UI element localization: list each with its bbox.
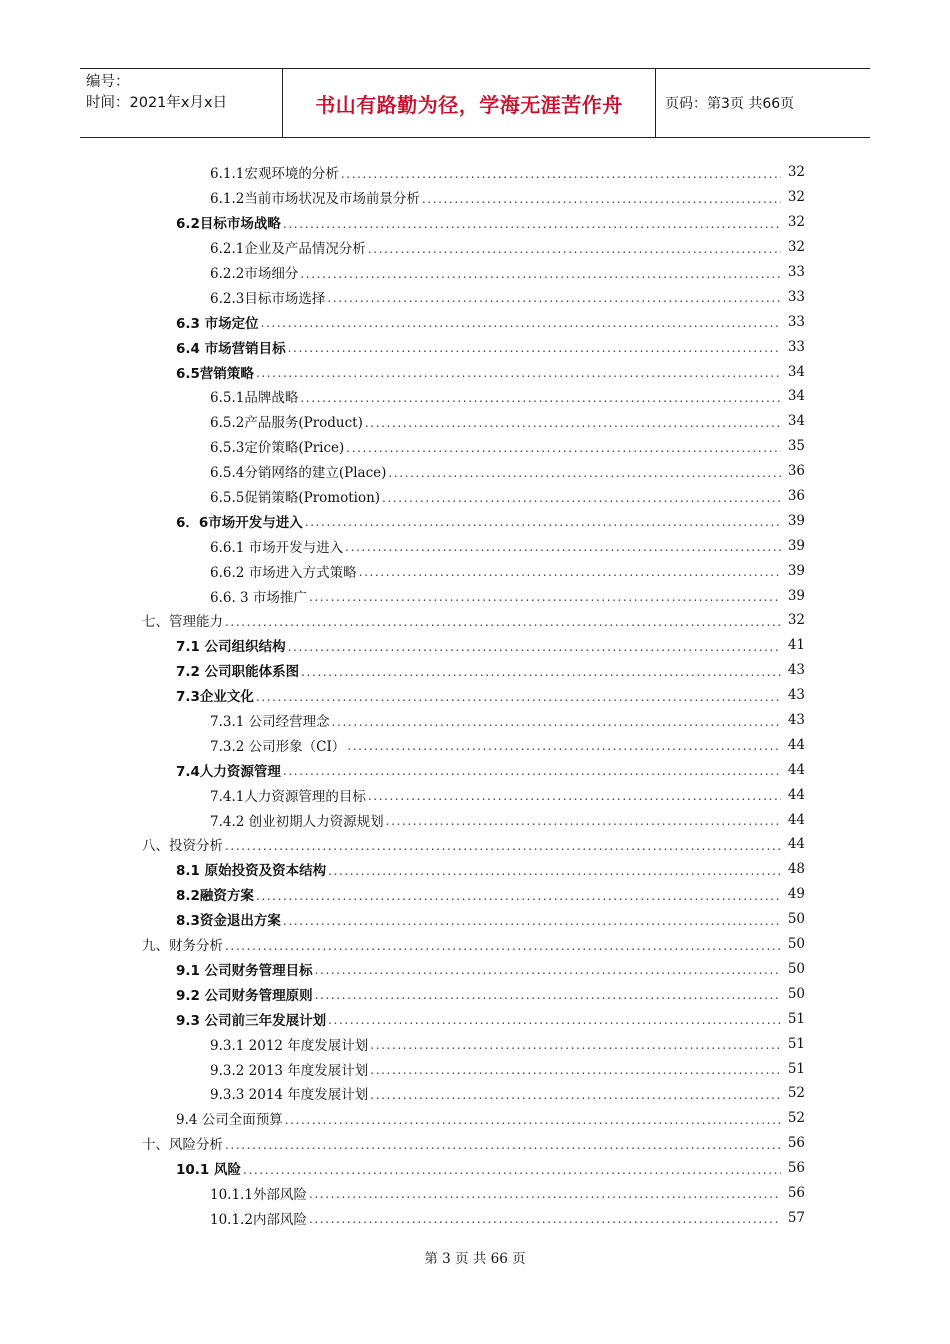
toc-entry-page: 56 bbox=[787, 1160, 805, 1177]
header-info bbox=[80, 69, 282, 137]
toc-dot-leader bbox=[370, 1038, 781, 1052]
toc-entry-title: 6．6市场开发与进入 bbox=[176, 514, 303, 531]
toc-entry-page: 57 bbox=[787, 1209, 805, 1226]
toc-entry-page: 32 bbox=[787, 239, 805, 256]
toc-entry-page: 44 bbox=[787, 736, 805, 753]
toc-dot-leader bbox=[359, 565, 781, 579]
toc-entry-title: 8.1 原始投资及资本结构 bbox=[176, 863, 327, 880]
toc-dot-leader bbox=[256, 366, 781, 380]
toc-entry-title: 10.1.1外部风险 bbox=[210, 1186, 307, 1203]
header-motto-cell bbox=[282, 69, 656, 137]
toc-entry-title: 6.2.3目标市场选择 bbox=[210, 290, 326, 307]
toc-dot-leader bbox=[327, 291, 781, 305]
toc-entry[interactable] bbox=[0, 1081, 805, 1106]
toc-entry-page: 51 bbox=[787, 1060, 805, 1077]
toc-dot-leader bbox=[370, 1088, 781, 1102]
toc-entry[interactable] bbox=[0, 1181, 805, 1206]
toc-entry-page: 33 bbox=[787, 264, 805, 280]
toc-entry-page: 43 bbox=[787, 687, 805, 704]
toc-entry[interactable] bbox=[0, 160, 805, 185]
toc-entry[interactable] bbox=[0, 981, 805, 1006]
table-of-contents bbox=[0, 160, 950, 1230]
toc-entry-page: 43 bbox=[787, 662, 805, 679]
page-header bbox=[80, 68, 870, 138]
document-number-label: 编号： bbox=[86, 74, 130, 90]
header-motto: 书山有路勤为径，学海无涯苦作舟 bbox=[315, 92, 623, 117]
toc-entry-title: 十、风险分析 bbox=[142, 1137, 223, 1154]
toc-dot-leader bbox=[283, 914, 781, 928]
toc-dot-leader bbox=[288, 640, 781, 654]
toc-entry-page: 32 bbox=[787, 164, 805, 181]
toc-entry-title: 8.2融资方案 bbox=[176, 888, 254, 905]
toc-dot-leader bbox=[315, 988, 781, 1002]
toc-entry[interactable] bbox=[0, 1156, 805, 1181]
toc-entry-title: 9.3.2 2013 年度发展计划 bbox=[210, 1062, 369, 1079]
toc-entry-title: 7.2 公司职能体系图 bbox=[176, 664, 300, 681]
toc-dot-leader bbox=[382, 491, 781, 505]
toc-dot-leader bbox=[345, 540, 781, 554]
toc-dot-leader bbox=[365, 416, 781, 430]
toc-dot-leader bbox=[370, 1063, 781, 1077]
toc-entry-page: 32 bbox=[787, 214, 805, 231]
toc-entry-title: 7.4.2 创业初期人力资源规划 bbox=[210, 813, 384, 830]
toc-entry-title: 9.3.3 2014 年度发展计划 bbox=[210, 1087, 369, 1104]
toc-entry[interactable] bbox=[0, 334, 805, 359]
toc-entry-title: 7.4.1人力资源管理的目标 bbox=[210, 788, 366, 805]
toc-entry-title: 6.4 市场营销目标 bbox=[176, 340, 286, 357]
toc-entry-title: 6.5.4分销网络的建立(Place) bbox=[210, 465, 387, 482]
toc-dot-leader bbox=[225, 839, 781, 853]
toc-entry-title: 九、财务分析 bbox=[142, 938, 223, 955]
toc-entry-page: 34 bbox=[787, 363, 805, 380]
toc-entry-page: 39 bbox=[787, 512, 805, 529]
toc-entry[interactable] bbox=[0, 907, 805, 932]
toc-entry-page: 39 bbox=[787, 587, 805, 604]
toc-entry-page: 41 bbox=[787, 637, 805, 654]
toc-entry-title: 七、管理能力 bbox=[142, 614, 223, 631]
toc-entry[interactable] bbox=[0, 235, 805, 260]
toc-entry-page: 51 bbox=[787, 1035, 805, 1052]
toc-dot-leader bbox=[300, 391, 781, 405]
toc-entry-title: 八、投资分析 bbox=[142, 838, 223, 855]
toc-dot-leader bbox=[309, 1212, 781, 1226]
toc-dot-leader bbox=[388, 466, 781, 480]
toc-dot-leader bbox=[328, 1013, 781, 1027]
toc-entry-title: 6.5.5促销策略(Promotion) bbox=[210, 490, 381, 507]
toc-entry-page: 32 bbox=[787, 189, 805, 206]
toc-dot-leader bbox=[283, 217, 781, 231]
toc-entry-title: 7.3企业文化 bbox=[176, 689, 254, 706]
toc-entry[interactable] bbox=[0, 185, 805, 210]
toc-dot-leader bbox=[346, 441, 781, 455]
toc-dot-leader bbox=[305, 515, 781, 529]
toc-entry-title: 9.3.1 2012 年度发展计划 bbox=[210, 1037, 369, 1054]
toc-dot-leader bbox=[225, 1138, 781, 1152]
toc-entry[interactable] bbox=[0, 1056, 805, 1081]
toc-dot-leader bbox=[315, 963, 781, 977]
toc-entry-page: 52 bbox=[787, 1110, 805, 1127]
toc-entry-page: 44 bbox=[787, 786, 805, 803]
toc-dot-leader bbox=[285, 1113, 781, 1127]
toc-entry-title: 7.3.1 公司经营理念 bbox=[210, 714, 330, 731]
toc-entry-page: 56 bbox=[787, 1135, 805, 1152]
toc-dot-leader bbox=[368, 789, 781, 803]
toc-entry[interactable] bbox=[0, 359, 805, 384]
toc-dot-leader bbox=[261, 316, 781, 330]
toc-dot-leader bbox=[225, 939, 781, 953]
toc-entry-title: 6.2.1企业及产品情况分析 bbox=[210, 241, 366, 258]
toc-entry[interactable] bbox=[0, 558, 805, 583]
toc-entry[interactable] bbox=[0, 508, 805, 533]
toc-entry[interactable] bbox=[0, 832, 805, 857]
toc-entry-page: 39 bbox=[787, 562, 805, 579]
toc-entry-title: 6.3 市场定位 bbox=[176, 315, 259, 332]
toc-entry[interactable] bbox=[0, 807, 805, 832]
toc-entry-title: 6.6. 3 市场推广 bbox=[210, 589, 307, 606]
toc-entry-page: 39 bbox=[787, 537, 805, 554]
toc-dot-leader bbox=[243, 1163, 781, 1177]
toc-dot-leader bbox=[341, 167, 781, 181]
toc-dot-leader bbox=[256, 690, 781, 704]
toc-entry-page: 35 bbox=[787, 438, 805, 455]
toc-dot-leader bbox=[225, 615, 781, 629]
toc-entry-page: 43 bbox=[787, 712, 805, 729]
toc-entry-title: 6.2.2市场细分 bbox=[210, 266, 299, 282]
toc-entry[interactable] bbox=[0, 658, 805, 683]
toc-entry[interactable] bbox=[0, 1205, 805, 1230]
document-date-label: 时间：2021年x月x日 bbox=[86, 95, 228, 111]
toc-entry-page: 51 bbox=[787, 1010, 805, 1027]
toc-entry-page: 50 bbox=[787, 936, 805, 953]
toc-entry[interactable] bbox=[0, 633, 805, 658]
toc-entry[interactable] bbox=[0, 459, 805, 484]
toc-entry-page: 44 bbox=[787, 761, 805, 778]
toc-entry-page: 32 bbox=[787, 612, 805, 629]
toc-entry-title: 9.4 公司全面预算 bbox=[176, 1112, 283, 1129]
toc-entry-title: 9.3 公司前三年发展计划 bbox=[176, 1012, 327, 1029]
toc-entry[interactable] bbox=[0, 683, 805, 708]
toc-entry-title: 10.1.2内部风险 bbox=[210, 1211, 307, 1228]
toc-entry[interactable] bbox=[0, 857, 805, 882]
toc-entry-page: 36 bbox=[787, 463, 805, 480]
toc-entry-title: 6.5营销策略 bbox=[176, 365, 254, 382]
toc-entry-title: 6.6.1 市场开发与进入 bbox=[210, 539, 344, 556]
toc-dot-leader bbox=[422, 192, 781, 206]
toc-entry-title: 6.1.2当前市场状况及市场前景分析 bbox=[210, 191, 420, 208]
toc-entry-page: 34 bbox=[787, 413, 805, 430]
header-page-cell bbox=[656, 69, 870, 137]
toc-entry-page: 50 bbox=[787, 960, 805, 977]
toc-dot-leader bbox=[301, 665, 781, 679]
toc-entry[interactable] bbox=[0, 782, 805, 807]
toc-entry[interactable] bbox=[0, 384, 805, 409]
toc-entry-title: 7.1 公司组织结构 bbox=[176, 639, 286, 656]
toc-entry[interactable] bbox=[0, 533, 805, 558]
toc-entry[interactable] bbox=[0, 260, 805, 285]
toc-dot-leader bbox=[347, 739, 781, 753]
toc-entry[interactable] bbox=[0, 484, 805, 509]
toc-entry[interactable] bbox=[0, 409, 805, 434]
toc-dot-leader bbox=[283, 764, 781, 778]
toc-entry[interactable] bbox=[0, 932, 805, 957]
toc-entry[interactable] bbox=[0, 608, 805, 633]
toc-entry-title: 6.1.1宏观环境的分析 bbox=[210, 166, 339, 183]
toc-entry-title: 7.4人力资源管理 bbox=[176, 763, 281, 780]
toc-dot-leader bbox=[368, 242, 781, 256]
toc-entry-page: 33 bbox=[787, 313, 805, 330]
toc-entry-title: 10.1 风险 bbox=[176, 1162, 242, 1179]
toc-entry-title: 6.2目标市场战略 bbox=[176, 216, 281, 233]
toc-entry-page: 50 bbox=[787, 985, 805, 1002]
toc-entry-title: 6.5.2产品服务(Product) bbox=[210, 415, 363, 432]
toc-entry-title: 6.5.3定价策略(Price) bbox=[210, 440, 345, 457]
toc-entry-title: 9.1 公司财务管理目标 bbox=[176, 962, 313, 979]
toc-entry-title: 9.2 公司财务管理原则 bbox=[176, 987, 313, 1004]
toc-entry[interactable] bbox=[0, 583, 805, 608]
toc-entry[interactable] bbox=[0, 708, 805, 733]
toc-dot-leader bbox=[386, 814, 781, 828]
toc-entry[interactable] bbox=[0, 882, 805, 907]
toc-entry[interactable] bbox=[0, 434, 805, 459]
toc-entry-page: 52 bbox=[787, 1085, 805, 1102]
toc-entry-page: 50 bbox=[787, 911, 805, 928]
toc-dot-leader bbox=[332, 715, 781, 729]
toc-entry[interactable] bbox=[0, 1006, 805, 1031]
toc-dot-leader bbox=[288, 341, 781, 355]
toc-entry-title: 6.5.1品牌战略 bbox=[210, 390, 299, 407]
toc-entry[interactable] bbox=[0, 1106, 805, 1131]
toc-entry-page: 44 bbox=[787, 836, 805, 853]
toc-entry[interactable] bbox=[0, 732, 805, 757]
toc-entry-page: 34 bbox=[787, 388, 805, 405]
page-footer: 第 3 页 共 66 页 bbox=[424, 1251, 526, 1267]
toc-entry-page: 33 bbox=[787, 288, 805, 305]
toc-entry-title: 7.3.2 公司形象（CI） bbox=[210, 738, 346, 755]
toc-entry[interactable] bbox=[0, 957, 805, 982]
toc-entry-page: 48 bbox=[787, 861, 805, 878]
toc-entry-page: 33 bbox=[787, 338, 805, 355]
toc-entry[interactable] bbox=[0, 1131, 805, 1156]
toc-dot-leader bbox=[309, 590, 781, 604]
toc-entry-title: 8.3资金退出方案 bbox=[176, 913, 281, 930]
toc-dot-leader bbox=[328, 864, 781, 878]
toc-entry[interactable] bbox=[0, 284, 805, 309]
toc-entry-page: 56 bbox=[787, 1184, 805, 1201]
header-page-label: 页码：第3页 共66页 bbox=[665, 96, 795, 112]
toc-entry[interactable] bbox=[0, 309, 805, 334]
toc-entry-page: 49 bbox=[787, 886, 805, 903]
toc-dot-leader bbox=[309, 1187, 781, 1201]
toc-dot-leader bbox=[300, 267, 781, 281]
toc-entry[interactable] bbox=[0, 210, 805, 235]
toc-entry[interactable] bbox=[0, 757, 805, 782]
toc-entry-page: 44 bbox=[787, 811, 805, 828]
toc-entry-title: 6.6.2 市场进入方式策略 bbox=[210, 564, 357, 581]
toc-entry[interactable] bbox=[0, 1031, 805, 1056]
toc-dot-leader bbox=[256, 889, 781, 903]
toc-entry-page: 36 bbox=[787, 488, 805, 505]
